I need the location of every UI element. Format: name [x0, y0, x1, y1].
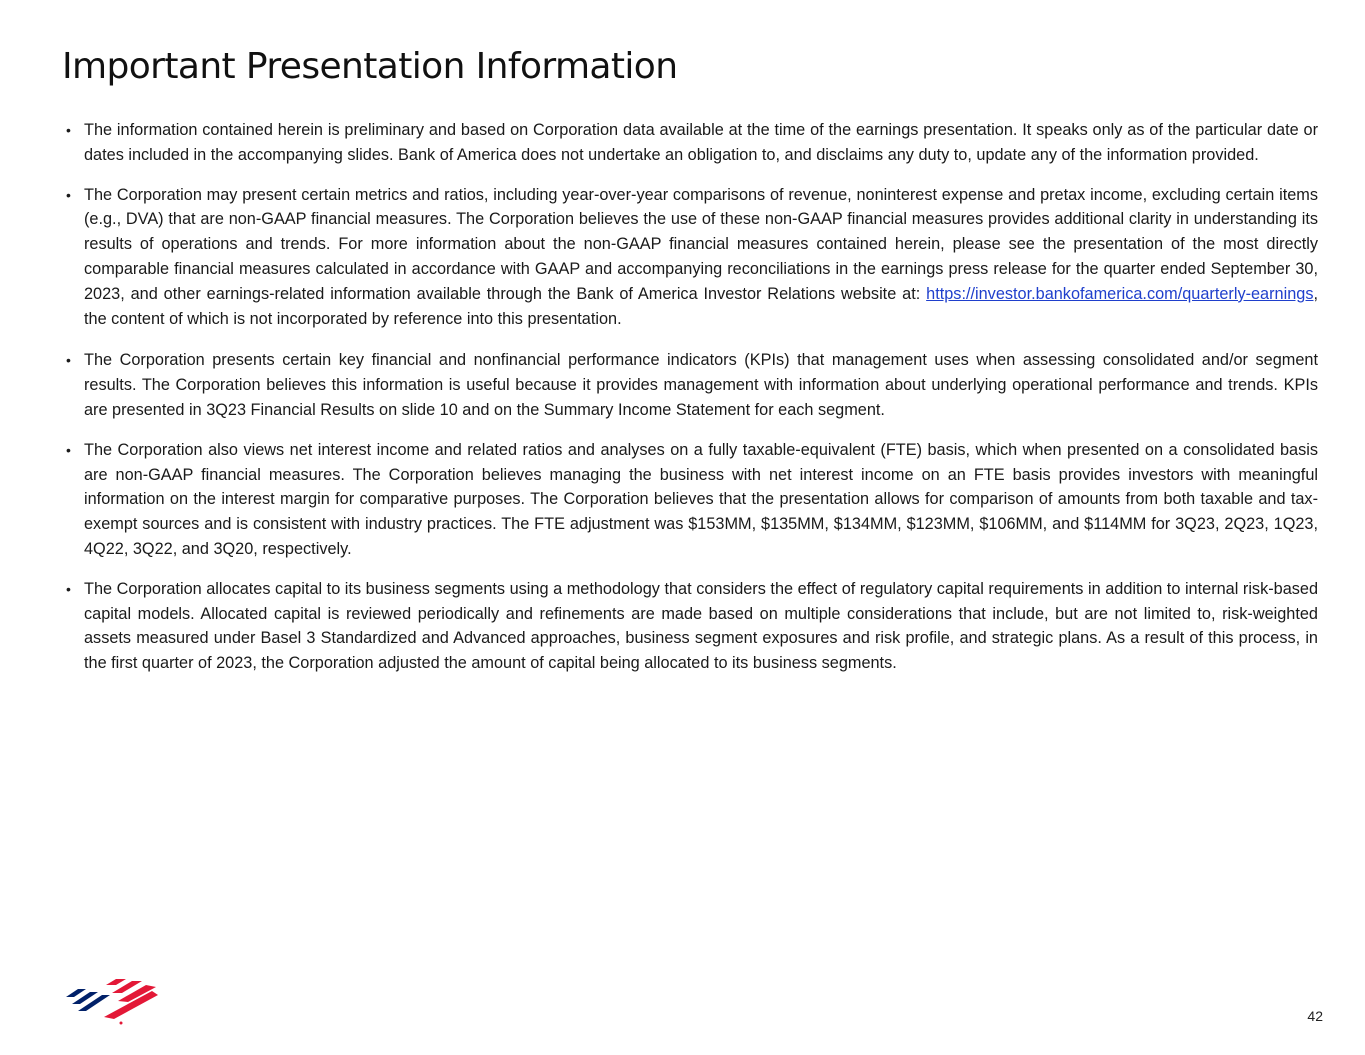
logo-red-stripe [106, 979, 126, 985]
bullet-dot-icon: • [66, 352, 71, 369]
bullet-text: The Corporation allocates capital to its business segments using a methodology that considers the effect of regulatory capital requirements in addition to internal risk-based capital models. Allocated capital is reviewed periodically and refinements are made based on multiple considerations that include, but are not limited to, risk-weighted assets measured under Basel 3 Standardized and Advanced approaches, business segment exposures and risk profile, and strategic plans. As a result of this process, in the first quarter of 2023, the Corporation adjusted the amount of capital being allocated to its business segments. [84, 579, 1318, 673]
logo-navy-stripe [66, 989, 86, 997]
bullet-text: The information contained herein is preliminary and based on Corporation data available at the time of the earnings presentation. It speaks only as of the particular date or dates included in the accompanying slides. Bank of America does not undertake an obligation to, and disclaims any duty to, update any of the information provided. [84, 121, 1318, 164]
bullet-text [84, 186, 1318, 328]
bullet-text: The Corporation presents certain key financial and nonfinancial performance indicators (KPIs) that management uses when assessing consolidated and/or segment results. The Corporation believes this information is useful because it provides management with information about underlying operational performance and trends. KPIs are presented in 3Q23 Financial Results on slide 10 and on the Summary Income Statement for each segment. [84, 351, 1318, 419]
bullet-dot-icon: • [66, 441, 71, 458]
bank-of-america-flag-logo-icon [64, 975, 160, 1027]
bullet-text-after-link: , the content of which is not incorporated by reference into this presentation. [84, 284, 1318, 328]
page-number: 42 [1307, 1008, 1323, 1024]
list-item [62, 183, 1318, 332]
bullet-list [62, 118, 1318, 691]
bullet-dot-icon: • [66, 122, 71, 138]
list-item [62, 348, 1318, 422]
investor-relations-link[interactable]: https://investor.bankofamerica.com/quarterly-earnings [926, 284, 1314, 303]
bullet-text-before-link: The Corporation may present certain metrics and ratios, including year-over-year comparisons of revenue, noninterest expense and pretax income, excluding certain items (e.g., DVA) that are non-GAAP financial measures. The Corporation believes the use of these non-GAAP financial measures provides additional clarity in understanding its results of operations and trends. For more information about the non-GAAP financial measures contained herein, please see the presentation of the most directly comparable financial measures calculated in accordance with GAAP and accompanying reconciliations in the earnings press release for the quarter ended September 30, 2023, and other earnings-related information available through the Bank of America Investor Relations website at: [84, 185, 1318, 303]
list-item [62, 118, 1318, 168]
bullet-dot-icon: • [66, 580, 71, 597]
page-title: Important Presentation Information [62, 46, 678, 87]
bullet-dot-icon: • [66, 186, 71, 203]
logo-registered-mark [120, 1022, 123, 1025]
list-item [62, 438, 1318, 562]
bullet-text: The Corporation also views net interest income and related ratios and analyses on a fully taxable-equivalent (FTE) basis, which when presented on a consolidated basis are non-GAAP financial measures. The Corporation believes managing the business with net interest income on an FTE basis provides investors with meaningful information on the interest margin for comparative purposes. The Corporation believes that the presentation allows for comparison of amounts from both taxable and tax-exempt sources and is consistent with industry practices. The FTE adjustment was $153MM, $135MM, $134MM, $123MM, $106MM, and $114MM for 3Q23, 2Q23, 1Q23, 4Q22, 3Q22, and 3Q20, respectively. [84, 440, 1318, 558]
list-item [62, 577, 1318, 676]
